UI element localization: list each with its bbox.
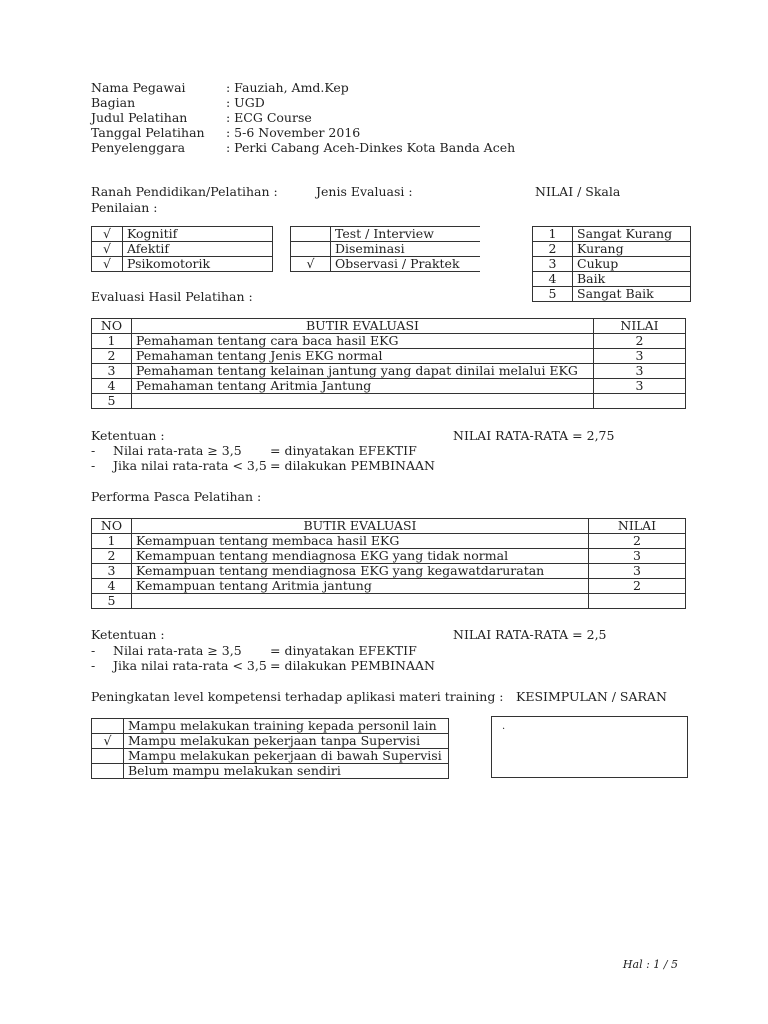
header-value: : 5-6 November 2016 — [226, 125, 361, 140]
row-no: 1 — [92, 334, 132, 349]
check-cell — [291, 227, 331, 242]
table-row — [92, 594, 686, 609]
table-row — [92, 394, 686, 409]
row-nilai: 2 — [589, 534, 686, 549]
jenis-label: Diseminasi — [331, 242, 480, 257]
rule-condition: Jika nilai rata-rata < 3,5 — [113, 458, 267, 473]
table-row — [92, 242, 273, 257]
page-number: Hal : 1 / 5 — [622, 958, 678, 971]
skala-label: Cukup — [573, 257, 691, 272]
header-label: Penyelenggara — [91, 140, 186, 155]
table-row — [533, 287, 691, 302]
row-nilai: 3 — [589, 564, 686, 579]
skala-no: 1 — [533, 227, 573, 242]
header-value: : UGD — [226, 95, 265, 110]
nilai-skala-title: NILAI / Skala — [535, 184, 621, 199]
table-row — [92, 549, 686, 564]
row-nilai: 3 — [589, 549, 686, 564]
domain-label: Afektif — [123, 242, 273, 257]
row-no: 3 — [92, 364, 132, 379]
domain-table — [91, 226, 273, 272]
header-value: : ECG Course — [226, 110, 312, 125]
kesimpulan-title: KESIMPULAN / SARAN — [516, 689, 667, 704]
table-row — [92, 749, 449, 764]
row-butir — [132, 394, 594, 409]
check-cell — [92, 749, 124, 764]
col-header-nilai: NILAI — [589, 519, 686, 534]
row-nilai: 3 — [594, 364, 686, 379]
check-cell — [291, 242, 331, 257]
row-butir: Pemahaman tentang Aritmia Jantung — [132, 379, 594, 394]
rule-result: = dilakukan PEMBINAAN — [270, 458, 435, 473]
row-no: 5 — [92, 594, 132, 609]
rule-result: = dilakukan PEMBINAAN — [270, 658, 435, 673]
skala-table — [532, 226, 691, 302]
kesimpulan-text: . — [502, 721, 506, 732]
ketentuan-label: Ketentuan : — [91, 627, 165, 642]
row-nilai — [589, 594, 686, 609]
rule-condition: Jika nilai rata-rata < 3,5 — [113, 658, 267, 673]
check-cell: √ — [291, 257, 331, 272]
check-cell — [92, 719, 124, 734]
rule-dash: - — [91, 458, 96, 473]
table-row — [291, 257, 480, 272]
performa-title: Performa Pasca Pelatihan : — [91, 489, 262, 504]
skala-no: 2 — [533, 242, 573, 257]
table-row — [92, 534, 686, 549]
rule-dash: - — [91, 443, 96, 458]
table-row — [92, 227, 273, 242]
table-row — [92, 334, 686, 349]
row-butir: Pemahaman tentang cara baca hasil EKG — [132, 334, 594, 349]
col-header-no: NO — [92, 519, 132, 534]
row-no: 4 — [92, 579, 132, 594]
table-row — [92, 364, 686, 379]
skala-label: Sangat Baik — [573, 287, 691, 302]
evaluasi-table — [91, 318, 686, 409]
table-row — [291, 227, 480, 242]
jenis-table — [290, 226, 480, 272]
rule-result: = dinyatakan EFEKTIF — [270, 443, 417, 458]
header-value: : Perki Cabang Aceh-Dinkes Kota Banda Aceh — [226, 140, 516, 155]
check-cell: √ — [92, 242, 123, 257]
row-no: 4 — [92, 379, 132, 394]
jenis-label: Observasi / Praktek — [331, 257, 480, 272]
row-nilai: 3 — [594, 379, 686, 394]
table-row — [533, 272, 691, 287]
col-header-no: NO — [92, 319, 132, 334]
jenis-label: Test / Interview — [331, 227, 480, 242]
header-label: Judul Pelatihan — [91, 110, 188, 125]
row-nilai: 3 — [594, 349, 686, 364]
row-butir: Pemahaman tentang Jenis EKG normal — [132, 349, 594, 364]
row-no: 5 — [92, 394, 132, 409]
evaluasi-title: Evaluasi Hasil Pelatihan : — [91, 289, 253, 304]
domain-label: Kognitif — [123, 227, 273, 242]
skala-label: Sangat Kurang — [573, 227, 691, 242]
table-row — [92, 564, 686, 579]
table-row — [92, 349, 686, 364]
table-row — [533, 227, 691, 242]
header-label: Bagian — [91, 95, 136, 110]
row-no: 2 — [92, 349, 132, 364]
row-no: 1 — [92, 534, 132, 549]
row-butir: Kemampuan tentang membaca hasil EKG — [132, 534, 589, 549]
table-row — [92, 764, 449, 779]
table-header-row — [92, 319, 686, 334]
row-no: 3 — [92, 564, 132, 579]
rule-dash: - — [91, 643, 96, 658]
table-row — [533, 242, 691, 257]
penilaian-label: Penilaian : — [91, 200, 158, 215]
row-no: 2 — [92, 549, 132, 564]
table-row — [533, 257, 691, 272]
kompetensi-label: Mampu melakukan pekerjaan tanpa Supervisi — [124, 734, 449, 749]
col-header-nilai: NILAI — [594, 319, 686, 334]
rule-condition: Nilai rata-rata ≥ 3,5 — [113, 643, 242, 658]
skala-no: 4 — [533, 272, 573, 287]
kompetensi-table — [91, 718, 449, 779]
table-row — [291, 242, 480, 257]
header-value: : Fauziah, Amd.Kep — [226, 80, 349, 95]
domain-label: Psikomotorik — [123, 257, 273, 272]
ketentuan-label: Ketentuan : — [91, 428, 165, 443]
header-label: Nama Pegawai — [91, 80, 186, 95]
row-butir: Kemampuan tentang Aritmia jantung — [132, 579, 589, 594]
table-row — [92, 579, 686, 594]
col-header-butir: BUTIR EVALUASI — [132, 519, 589, 534]
skala-no: 5 — [533, 287, 573, 302]
check-cell: √ — [92, 227, 123, 242]
kompetensi-label: Belum mampu melakukan sendiri — [124, 764, 449, 779]
nilai-rata-rata: NILAI RATA-RATA = 2,75 — [453, 428, 615, 443]
table-header-row — [92, 519, 686, 534]
table-row — [92, 379, 686, 394]
row-butir — [132, 594, 589, 609]
rule-dash: - — [91, 658, 96, 673]
table-row — [92, 257, 273, 272]
header-label: Tanggal Pelatihan — [91, 125, 205, 140]
row-nilai — [594, 394, 686, 409]
jenis-title: Jenis Evaluasi : — [316, 184, 413, 199]
kompetensi-label: Mampu melakukan pekerjaan di bawah Supervisi — [124, 749, 449, 764]
check-cell: √ — [92, 734, 124, 749]
row-nilai: 2 — [594, 334, 686, 349]
col-header-butir: BUTIR EVALUASI — [132, 319, 594, 334]
rule-result: = dinyatakan EFEKTIF — [270, 643, 417, 658]
kompetensi-title: Peningkatan level kompetensi terhadap aplikasi materi training : — [91, 689, 504, 704]
nilai-rata-rata: NILAI RATA-RATA = 2,5 — [453, 627, 607, 642]
check-cell — [92, 764, 124, 779]
performa-table — [91, 518, 686, 609]
skala-label: Kurang — [573, 242, 691, 257]
kompetensi-label: Mampu melakukan training kepada personil lain — [124, 719, 449, 734]
kesimpulan-box — [491, 716, 688, 778]
skala-no: 3 — [533, 257, 573, 272]
table-row — [92, 719, 449, 734]
row-nilai: 2 — [589, 579, 686, 594]
row-butir: Kemampuan tentang mendiagnosa EKG yang tidak normal — [132, 549, 589, 564]
check-cell: √ — [92, 257, 123, 272]
skala-label: Baik — [573, 272, 691, 287]
rule-condition: Nilai rata-rata ≥ 3,5 — [113, 443, 242, 458]
table-row — [92, 734, 449, 749]
ranah-title: Ranah Pendidikan/Pelatihan : — [91, 184, 278, 199]
row-butir: Pemahaman tentang kelainan jantung yang dapat dinilai melalui EKG — [132, 364, 594, 379]
row-butir: Kemampuan tentang mendiagnosa EKG yang kegawatdaruratan — [132, 564, 589, 579]
